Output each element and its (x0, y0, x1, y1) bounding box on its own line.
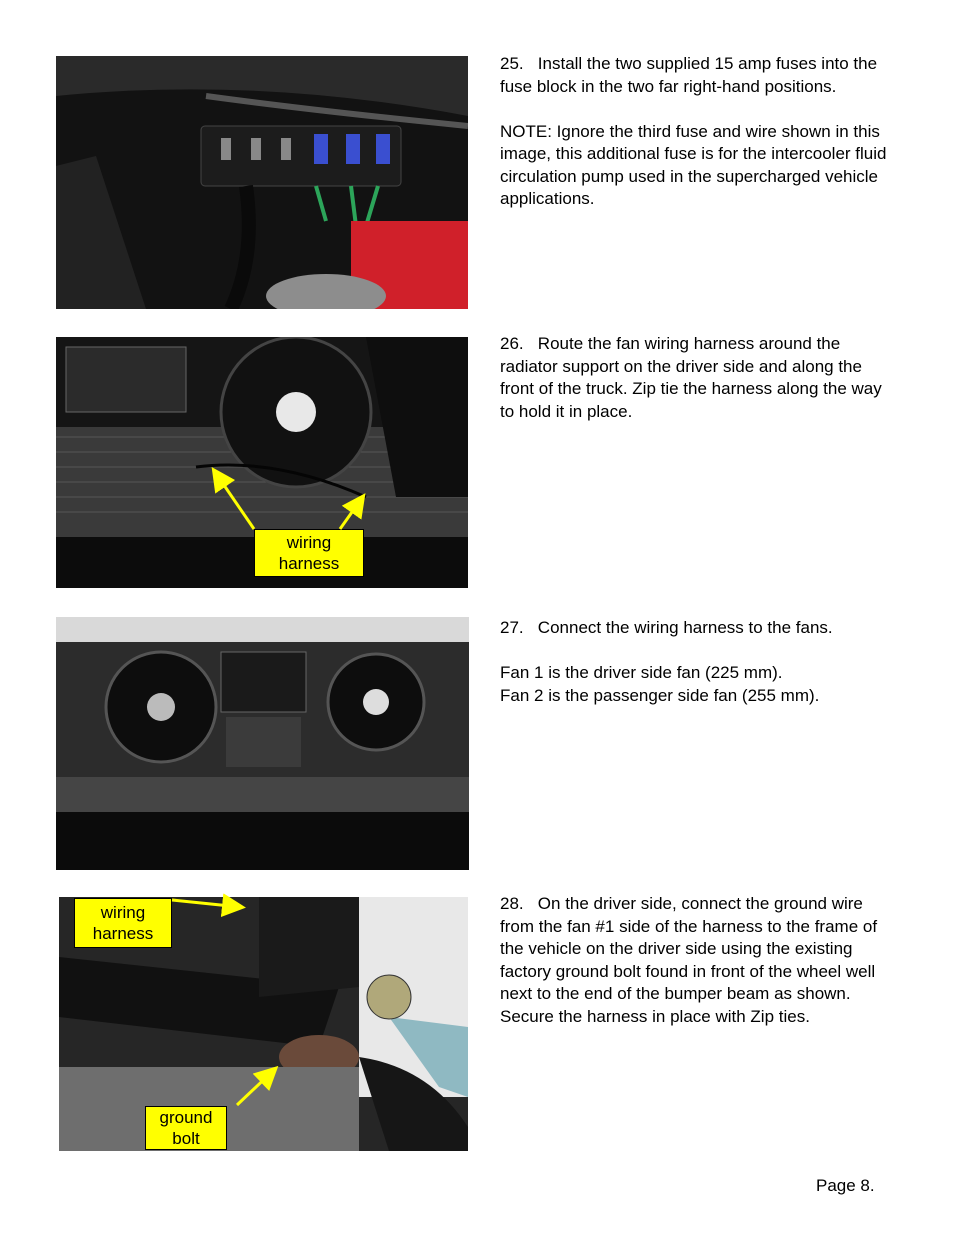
step-25-note: NOTE: Ignore the third fuse and wire shown in this image, this additional fuse is for the intercooler fluid circulation pump used in the supercharged vehicle applications. (500, 121, 892, 208)
callout-line-2: bolt (172, 1129, 200, 1148)
callout-line-2: harness (92, 924, 154, 943)
dual-fan-photo (56, 617, 469, 870)
step-27-paragraph-1: 27. Connect the wiring harness to the fans. (500, 618, 833, 637)
callout-line-1: ground (159, 1108, 213, 1127)
step-25-text (500, 53, 900, 211)
callout-line-2: harness (278, 554, 340, 573)
step-27-fan-sizes: Fan 1 is the driver side fan (225 mm). Fan 2 is the passenger side fan (255 mm). (500, 663, 820, 705)
wiring-harness-callout-step-28 (74, 898, 172, 948)
step-26-text (500, 333, 900, 423)
step-25-paragraph-1: 25. Install the two supplied 15 amp fuses into the fuse block in the two far right-hand positions. (500, 54, 882, 96)
step-28-paragraph: 28. On the driver side, connect the ground wire from the fan #1 side of the harness to the frame of the vehicle on the driver side using the existing factory ground bolt found in front of the wheel well next to the end of the bumper beam as shown. Secure the harness in place with Zip ties. (500, 894, 882, 1026)
fuse-block-photo (56, 56, 468, 309)
wiring-harness-callout-step-26 (254, 529, 364, 577)
dual-fan-photo-graphic (56, 617, 469, 870)
callout-line-1: wiring (100, 903, 146, 922)
step-28-text (500, 893, 900, 1028)
step-26-paragraph: 26. Route the fan wiring harness around the radiator support on the driver side and along the front of the truck. Zip tie the harness along the way to hold it in place. (500, 334, 887, 421)
ground-bolt-callout (145, 1106, 227, 1150)
page-number: Page 8. (816, 1176, 875, 1195)
step-27-text (500, 617, 900, 707)
callout-line-1: wiring (286, 533, 332, 552)
fuse-block-photo-graphic (56, 56, 468, 309)
